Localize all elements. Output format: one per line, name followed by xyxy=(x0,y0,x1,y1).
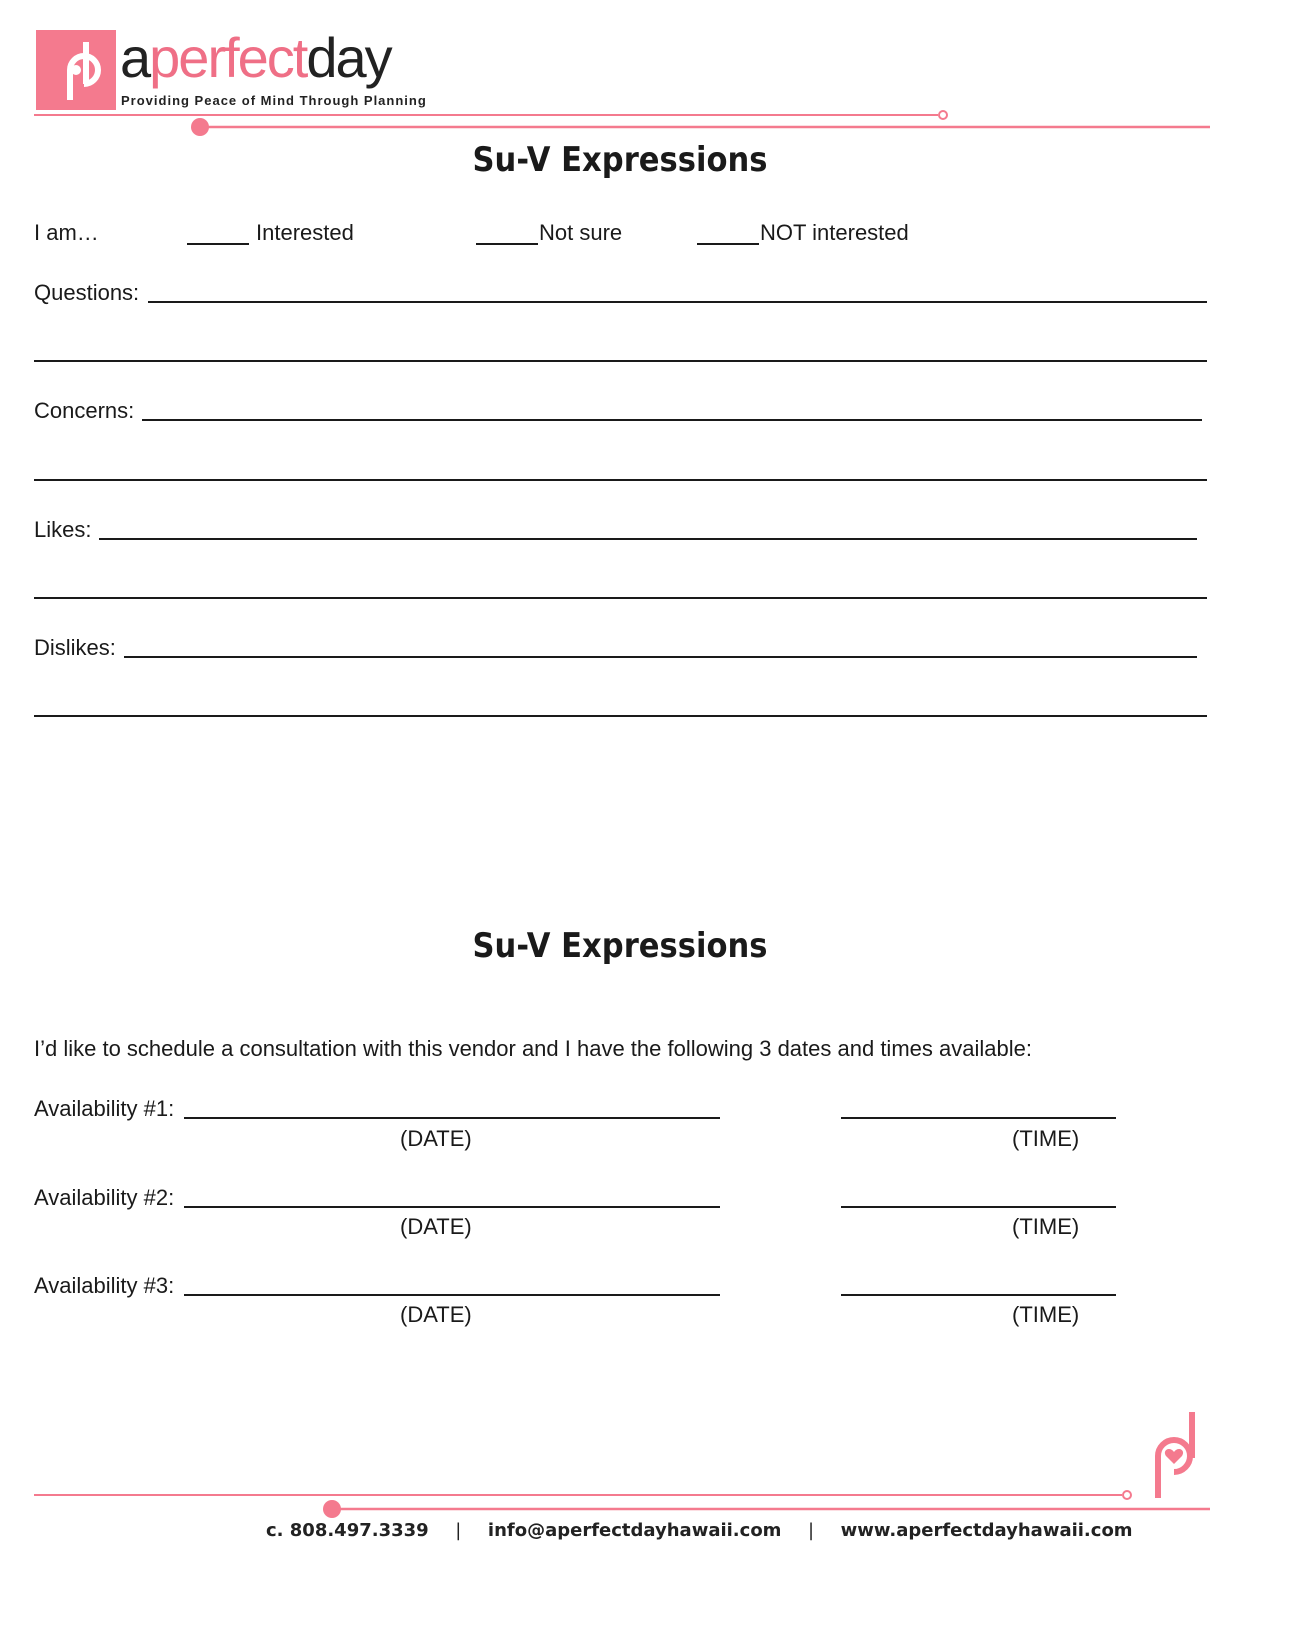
interested-checkline[interactable] xyxy=(187,243,249,245)
questions-line-1[interactable] xyxy=(148,301,1207,303)
brand-day: day xyxy=(306,26,391,89)
availability-1-time-caption: (TIME) xyxy=(1012,1126,1080,1151)
availability-2-time-line[interactable] xyxy=(841,1206,1116,1208)
footer-divider xyxy=(0,1485,1302,1525)
questions-label: Questions: xyxy=(34,280,140,305)
likes-line-1[interactable] xyxy=(99,538,1197,540)
likes-label: Likes: xyxy=(34,517,92,542)
dislikes-line-1[interactable] xyxy=(124,656,1197,658)
option-not-sure: Not sure xyxy=(539,220,623,245)
likes-line-2[interactable] xyxy=(34,597,1207,599)
concerns-line-1[interactable] xyxy=(142,419,1202,421)
brand-a: a xyxy=(120,26,150,89)
not-interested-checkline[interactable] xyxy=(697,243,759,245)
availability-1-date-caption: (DATE) xyxy=(400,1126,472,1151)
brand-perfect: perfect xyxy=(149,26,307,89)
concerns-line-2[interactable] xyxy=(34,479,1207,481)
footer-website[interactable]: www.aperfectdayhawaii.com xyxy=(840,1520,1133,1541)
schedule-intro: I’d like to schedule a consultation with this vendor and I have the following 3 dates and times available: xyxy=(34,1036,1032,1061)
not-sure-checkline[interactable] xyxy=(476,243,538,245)
availability-3-date-line[interactable] xyxy=(184,1294,720,1296)
availability-3-time-caption: (TIME) xyxy=(1012,1302,1080,1327)
availability-1-time-line[interactable] xyxy=(841,1117,1116,1119)
availability-2-time-caption: (TIME) xyxy=(1012,1214,1080,1239)
tagline: Providing Peace of Mind Through Planning xyxy=(121,93,427,108)
availability-1-label: Availability #1: xyxy=(34,1096,175,1121)
section2-title: Su-V Expressions xyxy=(472,926,768,966)
header-divider xyxy=(0,105,1302,145)
section1-title: Su-V Expressions xyxy=(472,140,768,180)
availability-3-label: Availability #3: xyxy=(34,1273,175,1298)
availability-3-time-line[interactable] xyxy=(841,1294,1116,1296)
option-not-interested: NOT interested xyxy=(760,220,909,245)
availability-2-date-line[interactable] xyxy=(184,1206,720,1208)
pd-logo-icon xyxy=(36,30,116,110)
dislikes-line-2[interactable] xyxy=(34,715,1207,717)
logo-mark xyxy=(36,30,116,110)
availability-3-date-caption: (DATE) xyxy=(400,1302,472,1327)
questions-line-2[interactable] xyxy=(34,360,1207,362)
interest-label: I am… xyxy=(34,220,99,245)
footer-email[interactable]: info@aperfectdayhawaii.com xyxy=(487,1520,782,1541)
dislikes-label: Dislikes: xyxy=(34,635,116,660)
footer-separator-1: | xyxy=(455,1520,462,1541)
concerns-label: Concerns: xyxy=(34,398,135,423)
availability-2-date-caption: (DATE) xyxy=(400,1214,472,1239)
footer-separator-2: | xyxy=(808,1520,815,1541)
option-interested: Interested xyxy=(256,220,354,245)
availability-1-date-line[interactable] xyxy=(184,1117,720,1119)
footer-contact xyxy=(266,1520,1133,1541)
footer-phone: c. 808.497.3339 xyxy=(266,1520,429,1541)
availability-2-label: Availability #2: xyxy=(34,1185,175,1210)
brand-name xyxy=(120,28,391,88)
